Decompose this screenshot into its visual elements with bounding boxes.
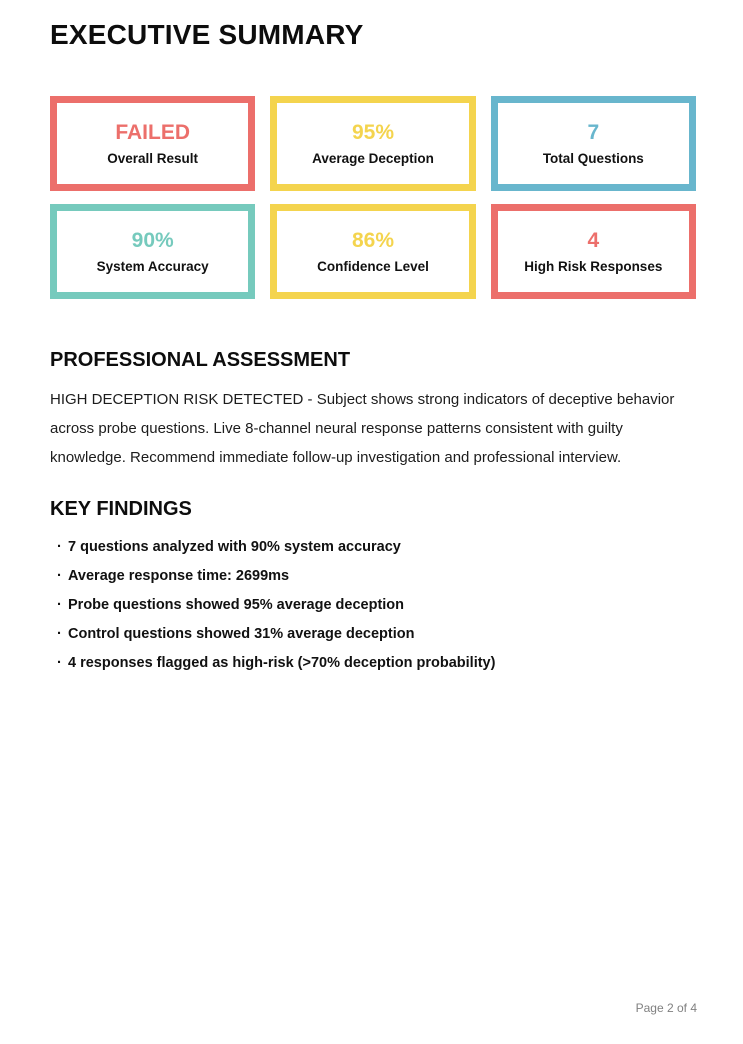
- finding-item: · Probe questions showed 95% average deception: [50, 591, 696, 620]
- page-title: EXECUTIVE SUMMARY: [50, 19, 364, 50]
- stat-label: Total Questions: [542, 150, 644, 166]
- professional-assessment-heading: PROFESSIONAL ASSESSMENT: [50, 349, 351, 371]
- stat-label: High Risk Responses: [524, 258, 663, 274]
- stat-value: 90%: [131, 228, 174, 252]
- stat-value: 7: [587, 120, 600, 144]
- summary-stat-cards: [50, 96, 696, 299]
- page-number: Page 2 of 4: [635, 1001, 697, 1015]
- finding-item: · 4 responses flagged as high-risk (>70% deception probability): [50, 649, 696, 678]
- stat-value: 86%: [351, 228, 394, 252]
- stat-label: System Accuracy: [96, 258, 209, 274]
- stat-value: 4: [587, 228, 600, 252]
- stat-label: Overall Result: [107, 150, 199, 166]
- stat-label: Average Deception: [312, 150, 434, 166]
- finding-item: · Control questions showed 31% average deception: [50, 620, 696, 649]
- professional-assessment-text: HIGH DECEPTION RISK DETECTED - Subject shows strong indicators of deceptive behavior across probe questions. Live 8-channel neural response patterns consistent with guilty knowledge. Recommend immediate follow-up investigation and professional interview.: [50, 391, 675, 466]
- stat-card-confidence-level: [270, 204, 475, 299]
- finding-item: · 7 questions analyzed with 90% system accuracy: [50, 533, 696, 562]
- stat-value: FAILED: [115, 120, 190, 144]
- stat-card-average-deception: [270, 96, 475, 191]
- stat-label: Confidence Level: [317, 258, 429, 274]
- finding-item: · Average response time: 2699ms: [50, 562, 696, 591]
- stat-card-total-questions: [491, 96, 696, 191]
- stat-card-high-risk-responses: [491, 204, 696, 299]
- stat-card-overall-result: [50, 96, 255, 191]
- stat-value: 95%: [351, 120, 394, 144]
- key-findings-list: [50, 533, 696, 678]
- stat-card-system-accuracy: [50, 204, 255, 299]
- key-findings-heading: KEY FINDINGS: [50, 498, 192, 520]
